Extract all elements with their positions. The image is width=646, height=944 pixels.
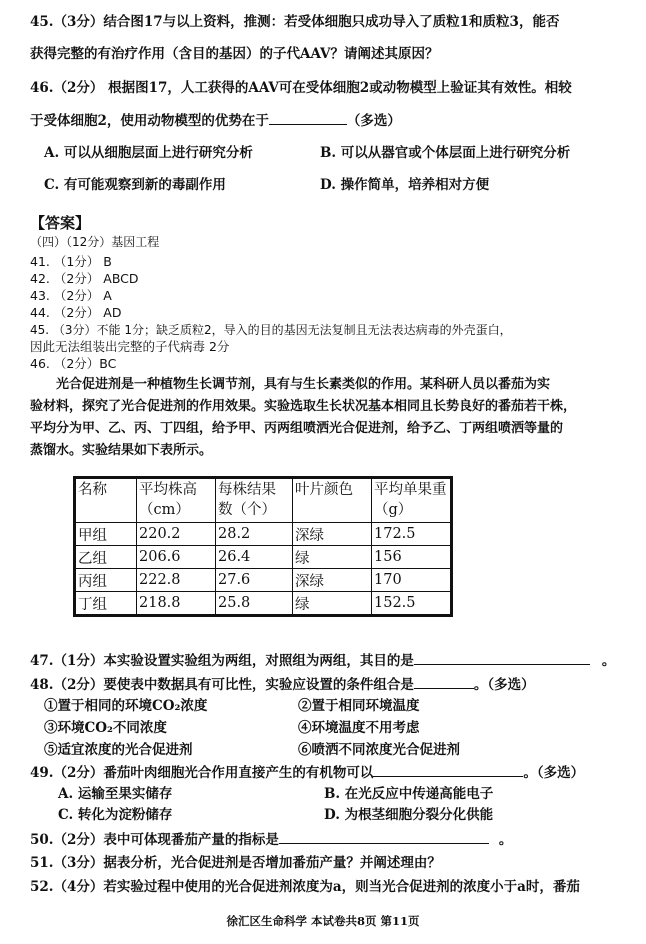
- answer-43: 43. （2分） A: [30, 288, 112, 303]
- q49-prompt: 49.（2分）番茄叶肉细胞光合作用直接产生的有机物可以: [30, 765, 374, 781]
- table-cell: 26.4: [216, 546, 293, 569]
- answer-46: 46. （2分）BC: [30, 356, 117, 371]
- answer-41: 41. （1分） B: [30, 254, 112, 269]
- q49-option-b: B. 在光反应中传递高能电子: [324, 786, 494, 802]
- table-cell: 乙组: [75, 546, 137, 569]
- q48-prompt: 48.（2分）要使表中数据具有可比性，实验应设置的条件组合是: [30, 677, 414, 693]
- table-cell: 25.8: [216, 592, 293, 616]
- table-cell: 222.8: [137, 569, 216, 592]
- table-cell: 28.2: [216, 523, 293, 546]
- table-cell: 27.6: [216, 569, 293, 592]
- q46-option-b: B. 可以从器官或个体层面上进行研究分析: [320, 145, 571, 161]
- q48-option-3: ③环境CO₂不同浓度: [44, 720, 167, 736]
- header-leaf-color: 叶片颜色: [293, 478, 372, 523]
- intro-line3: 平均分为甲、乙、丙、丁四组，给予甲、丙两组喷洒光合促进剂，给予乙、丁两组喷洒等量的: [30, 421, 564, 436]
- q46-prompt: 于受体细胞2，使用动物模型的优势在于: [30, 113, 269, 129]
- table-row: [75, 546, 452, 569]
- q48-line: [30, 674, 616, 695]
- q46-line1: 46.（2分） 根据图17，人工获得的AAV可在受体细胞2或动物模型上验证其有效性。相较: [30, 80, 572, 96]
- table-cell: 220.2: [137, 523, 216, 546]
- table-cell: 152.5: [372, 592, 452, 616]
- table-cell: 绿: [293, 592, 372, 616]
- table-cell: 丁组: [75, 592, 137, 616]
- q46-option-c: C. 有可能观察到新的毒副作用: [44, 177, 226, 193]
- table-cell: 甲组: [75, 523, 137, 546]
- page-footer: 徐汇区生命科学 本试卷共8页 第11页: [226, 914, 420, 928]
- table-cell: 206.6: [137, 546, 216, 569]
- q47-line: [30, 650, 616, 671]
- q50-line: [30, 829, 616, 850]
- table-cell: 218.8: [137, 592, 216, 616]
- q48-multi-note: 。（多选）: [473, 677, 535, 693]
- q51-line: 51.（3分）据表分析，光合促进剂是否增加番茄产量？并阐述理由？: [30, 855, 441, 871]
- q48-option-6: ⑥喷洒不同浓度光合促进剂: [298, 742, 460, 758]
- q50-answer-blank[interactable]: [279, 829, 489, 844]
- header-name: 名称: [75, 478, 137, 523]
- header-fruit-count: 每株结果数（个）: [216, 478, 293, 523]
- table-cell: 170: [372, 569, 452, 592]
- answer-45-line2: 因此无法组装出完整的子代病毒 2分: [30, 339, 230, 354]
- table-row: [75, 523, 452, 546]
- q47-end: 。: [601, 653, 616, 669]
- results-table: [73, 476, 453, 617]
- header-height: 平均株高（cm）: [137, 478, 216, 523]
- intro-line4: 蒸馏水。实验结果如下表所示。: [30, 443, 213, 458]
- q47-answer-blank[interactable]: [414, 650, 590, 665]
- q48-answer-blank[interactable]: [414, 674, 474, 689]
- q50-prompt: 50.（2分）表中可体现番茄产量的指标是: [30, 832, 279, 848]
- answer-section: （四）（12分）基因工程: [30, 235, 160, 249]
- table-cell: 156: [372, 546, 452, 569]
- q46-line2: [30, 110, 616, 131]
- q48-option-1: ①置于相同的环境CO₂浓度: [44, 698, 208, 714]
- intro-line1: 光合促进剂是一种植物生长调节剂，具有与生长素类似的作用。某科研人员以番茄为实: [56, 377, 551, 392]
- q46-multi-note: （多选）: [346, 113, 401, 129]
- q49-option-d: D. 为根茎细胞分裂分化供能: [324, 807, 494, 823]
- table-cell: 丙组: [75, 569, 137, 592]
- header-fruit-weight: 平均单果重（g）: [372, 478, 452, 523]
- q52-line: 52.（4分）若实验过程中使用的光合促进剂浓度为a，则当光合促进剂的浓度小于a时，番茄: [30, 879, 580, 895]
- q48-option-5: ⑤适宜浓度的光合促进剂: [44, 742, 193, 758]
- q50-end: 。: [498, 832, 513, 848]
- q49-option-c: C. 转化为淀粉储存: [58, 807, 173, 823]
- intro-line2: 验材料，探究了光合促进剂的作用效果。实验选取生长状况基本相同且长势良好的番茄若干株，: [30, 399, 577, 414]
- table-cell: 深绿: [293, 523, 372, 546]
- q48-option-4: ④环境温度不用考虑: [298, 720, 420, 736]
- table-cell: 172.5: [372, 523, 452, 546]
- answer-45-line1: 45. （3分）不能 1分；缺乏质粒2，导入的目的基因无法复制且无法表达病毒的外壳蛋白，: [30, 323, 512, 337]
- q46-option-d: D. 操作简单，培养相对方便: [320, 177, 490, 193]
- q45-line2: 获得完整的有治疗作用（含目的基因）的子代AAV？请阐述其原因？: [30, 46, 439, 62]
- q49-answer-blank[interactable]: [373, 762, 523, 777]
- answer-42: 42. （2分） ABCD: [30, 271, 139, 286]
- q49-multi-note: 。（多选）: [523, 765, 585, 781]
- q45-line1: 45.（3分）结合图17与以上资料，推测：若受体细胞只成功导入了质粒1和质粒3，能否: [30, 14, 560, 30]
- q46-answer-blank[interactable]: [269, 110, 347, 125]
- table-row: [75, 592, 452, 616]
- table-row: [75, 569, 452, 592]
- answer-44: 44. （2分） AD: [30, 305, 122, 320]
- answer-heading: 【答案】: [30, 214, 91, 232]
- q46-option-a: A. 可以从细胞层面上进行研究分析: [44, 145, 253, 161]
- q49-option-a: A. 运输至果实储存: [58, 786, 173, 802]
- table-cell: 绿: [293, 546, 372, 569]
- table-cell: 深绿: [293, 569, 372, 592]
- q47-prompt: 47.（1分）本实验设置实验组为两组，对照组为两组，其目的是: [30, 653, 414, 669]
- q49-line: [30, 762, 616, 783]
- table-header-row: [75, 478, 452, 523]
- q48-option-2: ②置于相同环境温度: [298, 698, 420, 714]
